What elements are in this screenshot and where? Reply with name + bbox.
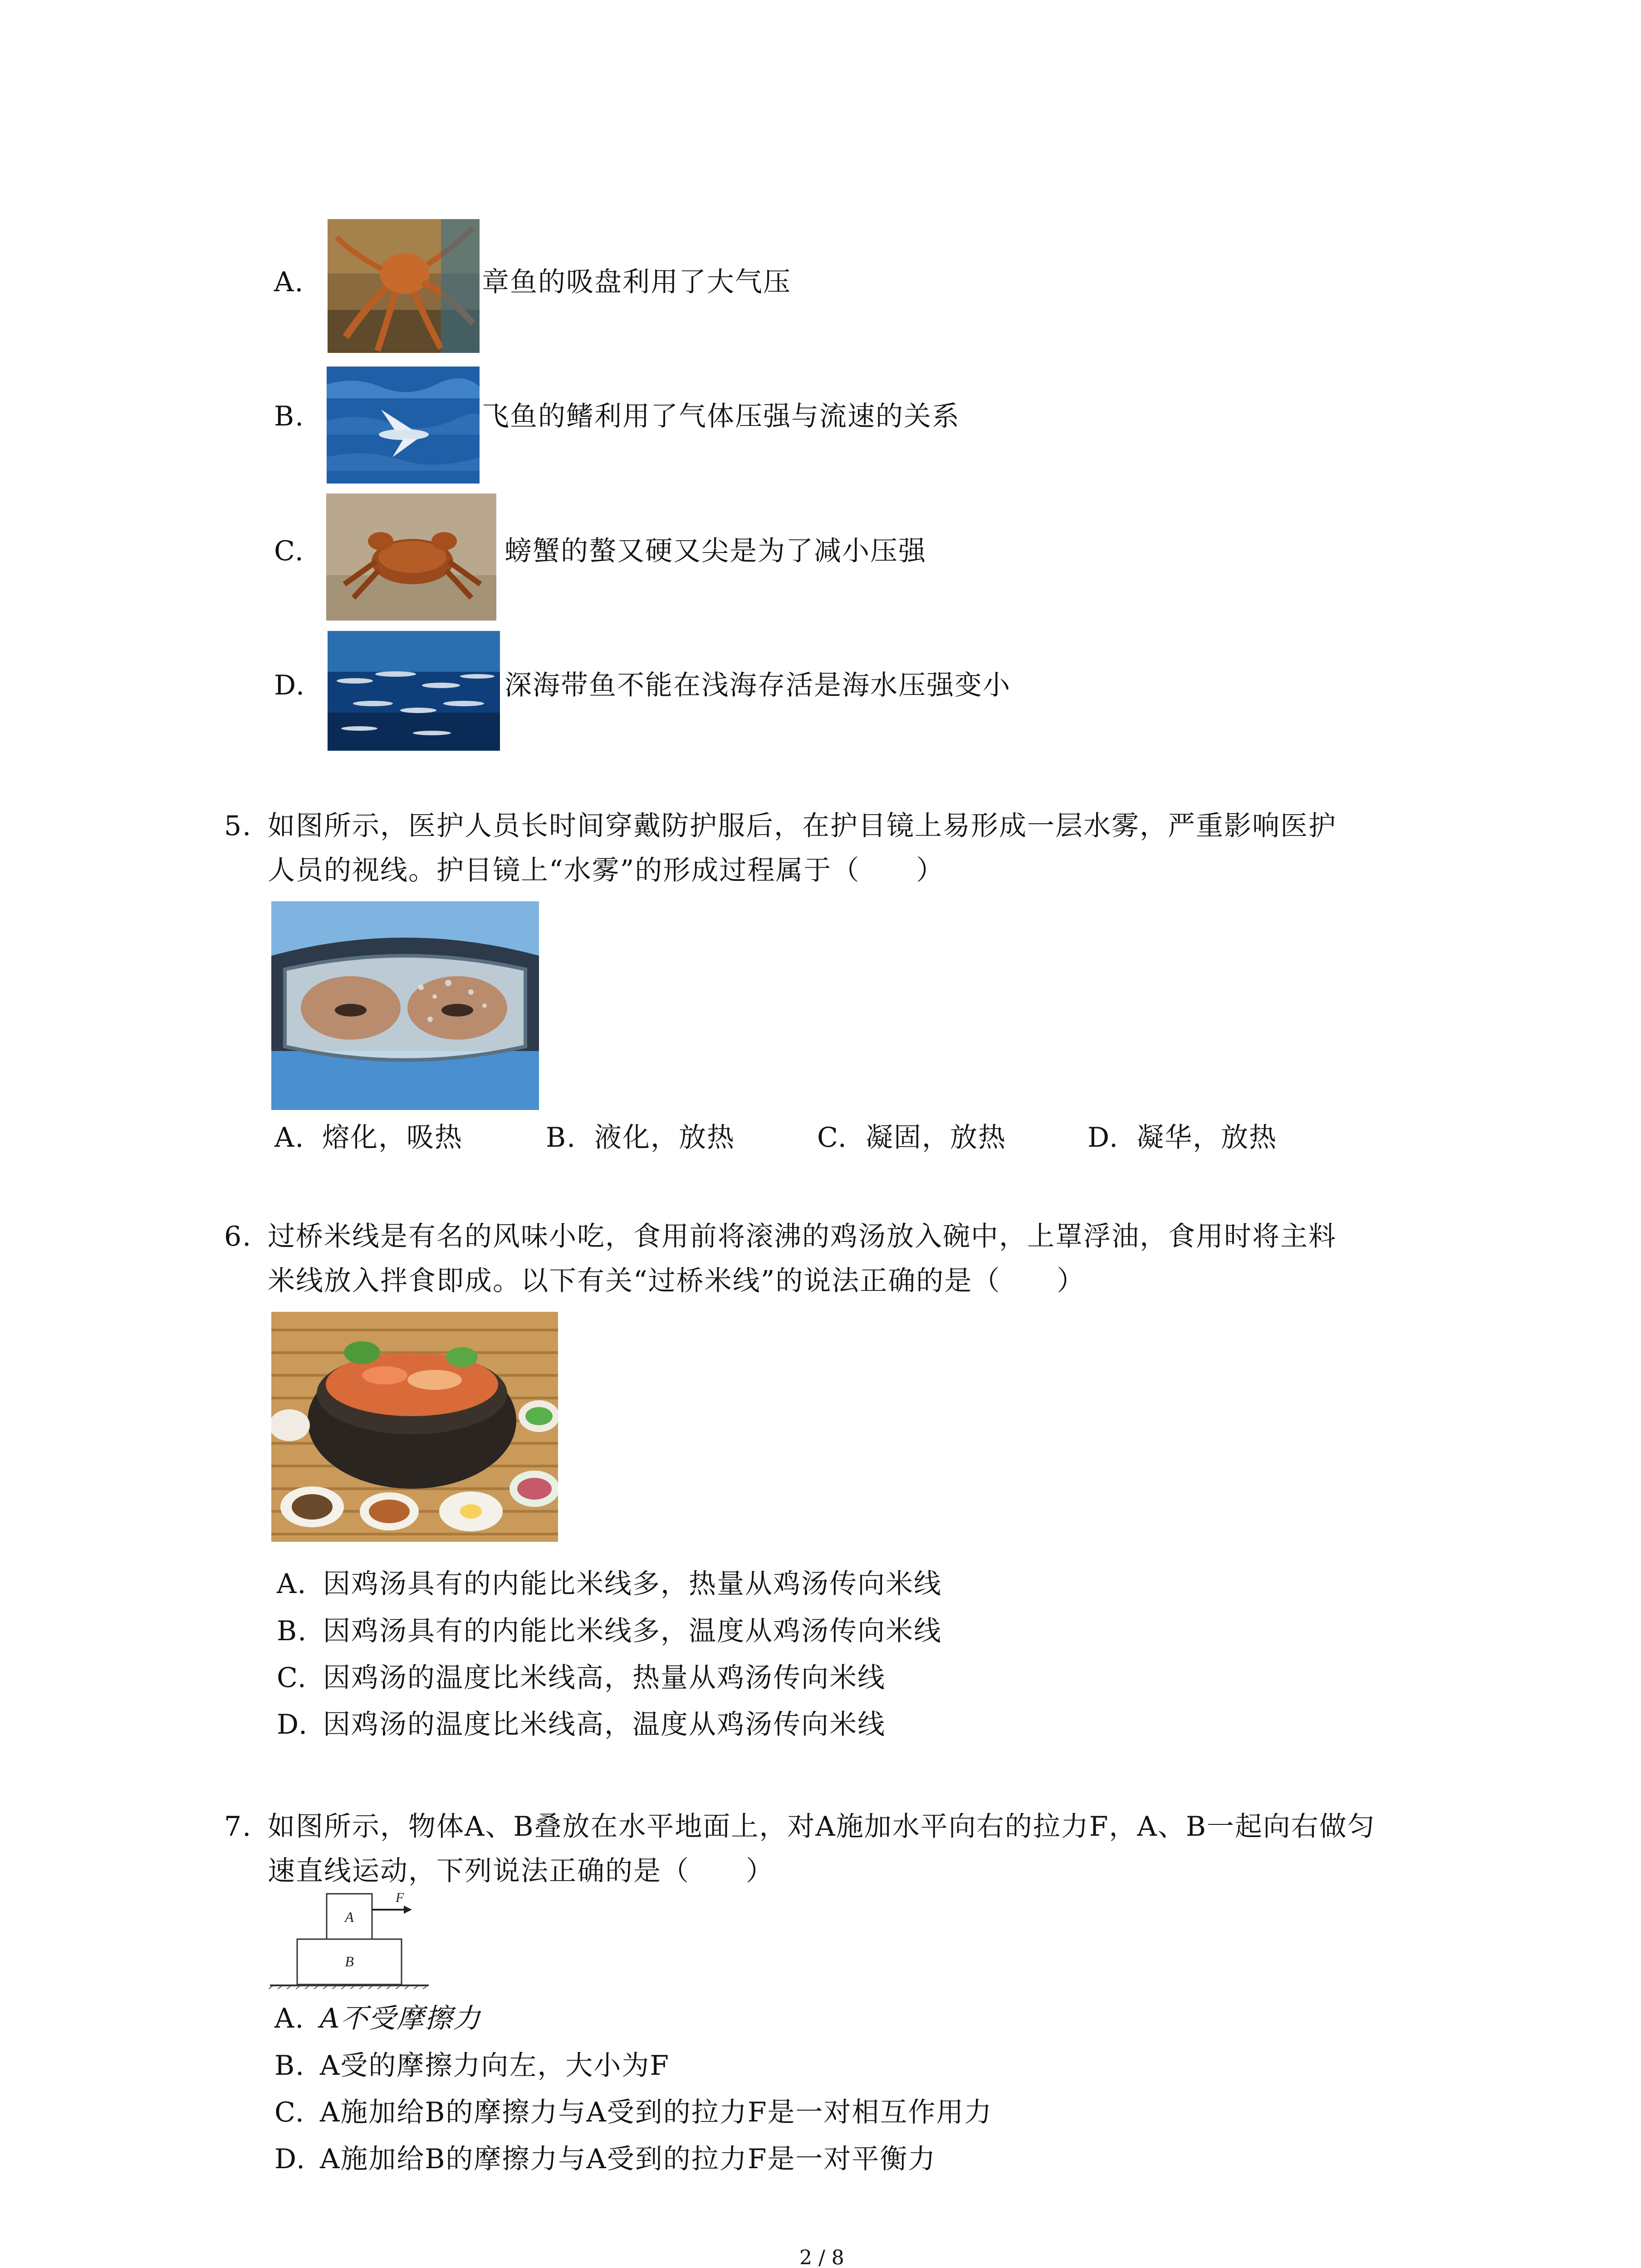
- option-text: 章鱼的吸盘利用了大气压: [482, 266, 791, 298]
- option-text: A施加给B的摩擦力与A受到的拉力F是一对平衡力: [320, 2143, 936, 2175]
- question-stem-line2: 米线放入拌食即成。以下有关“过桥米线”的说法正确的是（ ）: [268, 1265, 1085, 1297]
- question-number: 5.: [224, 810, 252, 842]
- option-text: 因鸡汤具有的内能比米线多，温度从鸡汤传向米线: [323, 1615, 942, 1647]
- option-text: A施加给B的摩擦力与A受到的拉力F是一对相互作用力: [320, 2097, 993, 2128]
- page-number: 2 / 8: [799, 2246, 844, 2268]
- option-letter: A.: [274, 266, 304, 298]
- block-b-label: B: [345, 1953, 354, 1970]
- option-text: A不受摩擦力: [320, 2003, 481, 2034]
- option-letter: D.: [277, 1709, 309, 1740]
- option-text: 飞鱼的鳍利用了气体压强与流速的关系: [482, 401, 960, 432]
- option-letter: B.: [274, 401, 305, 432]
- option-text: 因鸡汤的温度比米线高，热量从鸡汤传向米线: [323, 1662, 886, 1694]
- option-letter: B.: [546, 1122, 577, 1154]
- deep-sea-fish-photo: [328, 631, 500, 751]
- force-arrow-head: [404, 1906, 412, 1914]
- option-letter: C.: [274, 535, 304, 567]
- option-letter: A.: [274, 2003, 305, 2034]
- crab-photo: [326, 494, 496, 621]
- block-a-label: A: [345, 1909, 354, 1925]
- question-number: 7.: [224, 1811, 252, 1843]
- option-letter: B.: [277, 1615, 308, 1647]
- option-text: 深海带鱼不能在浅海存活是海水压强变小: [505, 670, 1011, 701]
- rice-noodle-dish-photo: [271, 1312, 558, 1542]
- option-text: A受的摩擦力向左，大小为F: [320, 2050, 670, 2082]
- option-letter: D.: [1087, 1122, 1119, 1154]
- stacked-blocks-diagram: [268, 1889, 431, 1989]
- question-stem-line1: 如图所示，医护人员长时间穿戴防护服后，在护目镜上易形成一层水雾，严重影响医护: [268, 810, 1337, 842]
- medical-worker-goggles-photo: [271, 901, 539, 1110]
- option-text: 螃蟹的螯又硬又尖是为了减小压强: [505, 535, 926, 567]
- option-text: 因鸡汤的温度比米线高，温度从鸡汤传向米线: [323, 1709, 886, 1740]
- question-number: 6.: [224, 1221, 252, 1252]
- flying-fish-photo: [327, 367, 480, 484]
- option-text: 熔化，吸热: [322, 1122, 463, 1154]
- question-stem-line2: 速直线运动，下列说法正确的是（ ）: [268, 1855, 774, 1887]
- option-text: 液化，放热: [594, 1122, 735, 1154]
- option-letter: A.: [274, 1122, 305, 1154]
- option-letter: C.: [817, 1122, 847, 1154]
- question-stem-line2: 人员的视线。护目镜上“水雾”的形成过程属于（ ）: [268, 855, 945, 886]
- force-label: F: [396, 1890, 404, 1905]
- question-stem-line1: 过桥米线是有名的风味小吃，食用前将滚沸的鸡汤放入碗中，上罩浮油，食用时将主料: [268, 1221, 1337, 1252]
- option-letter: C.: [274, 2097, 305, 2128]
- option-text: 因鸡汤具有的内能比米线多，热量从鸡汤传向米线: [323, 1568, 942, 1600]
- option-letter: D.: [274, 2143, 306, 2175]
- option-letter: C.: [277, 1662, 307, 1694]
- octopus-photo: [328, 219, 480, 353]
- option-text: 凝华，放热: [1136, 1122, 1277, 1154]
- question-stem-line1: 如图所示，物体A、B叠放在水平地面上，对A施加水平向右的拉力F，A、B一起向右做匀: [268, 1811, 1376, 1843]
- option-letter: A.: [277, 1568, 307, 1600]
- option-text: 凝固，放热: [866, 1122, 1006, 1154]
- option-letter: B.: [274, 2050, 305, 2082]
- ground-hatch: [269, 1986, 426, 1989]
- option-letter: D.: [274, 670, 306, 701]
